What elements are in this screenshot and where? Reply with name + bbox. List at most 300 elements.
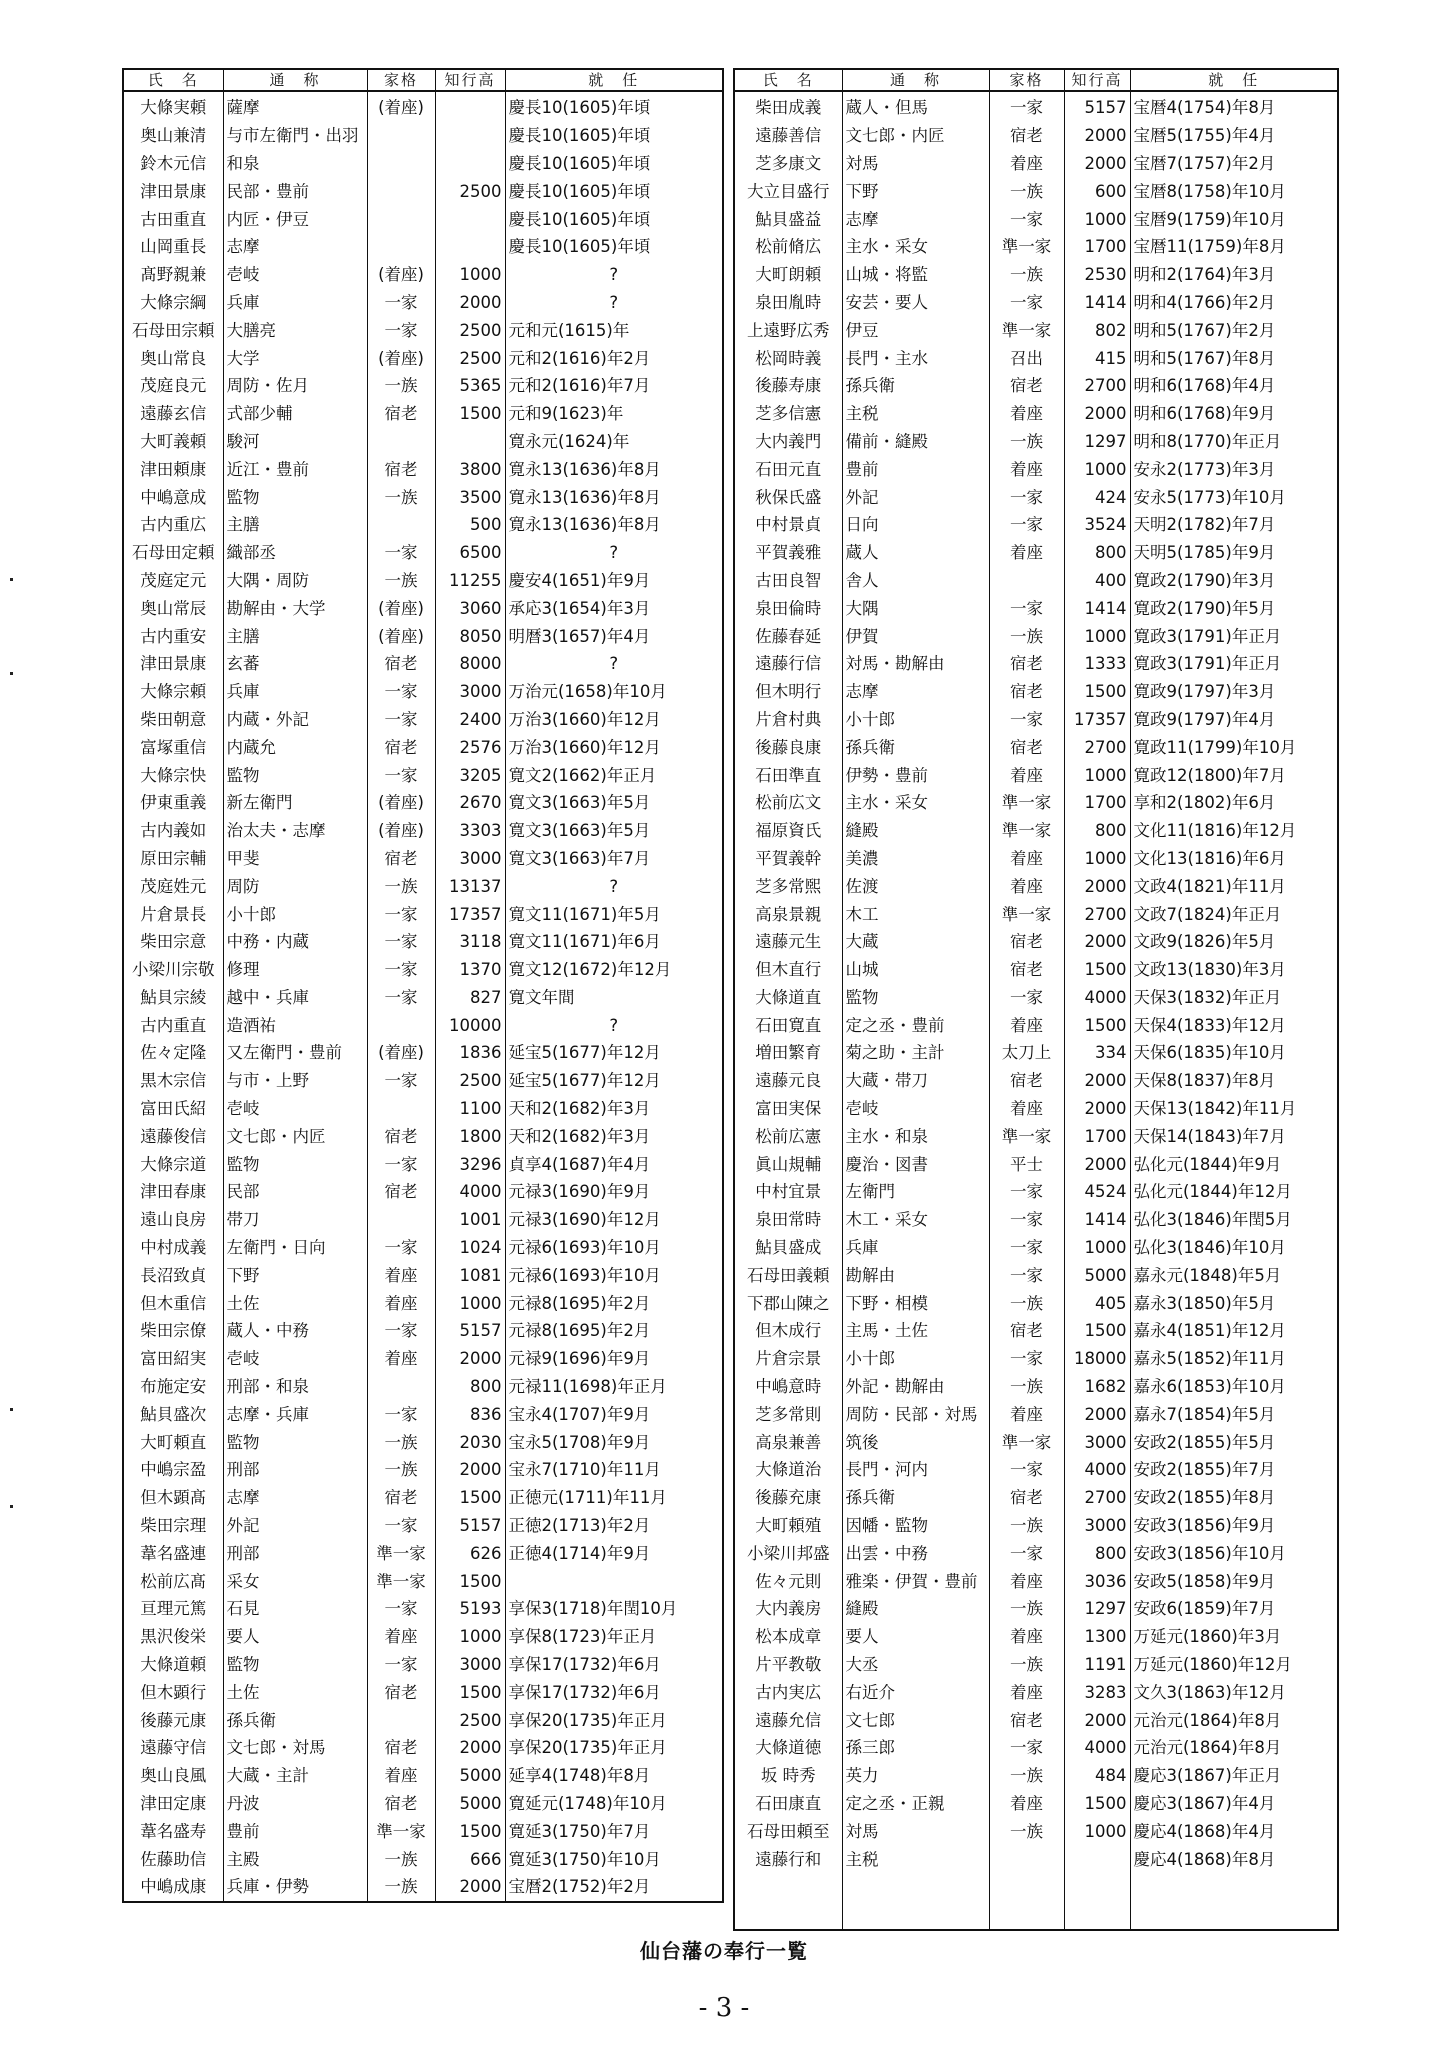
cell-name: 髙野親兼 — [123, 261, 223, 289]
cell-chigyo: 3296 — [435, 1150, 505, 1178]
table-row — [123, 1039, 723, 1067]
cell-shunin: 天和2(1682)年3月 — [505, 1122, 723, 1150]
cell-chigyo: 17357 — [1064, 706, 1130, 734]
cell-name: 坂 時秀 — [734, 1762, 842, 1790]
cell-kakaku: 宿老 — [367, 1122, 435, 1150]
cell-tsusho: 対馬・勘解由 — [842, 650, 989, 678]
cell-chigyo: 5000 — [435, 1790, 505, 1818]
cell-shunin: 享保17(1732)年6月 — [505, 1678, 723, 1706]
cell-name: 泉田倫時 — [734, 594, 842, 622]
table-row — [734, 1706, 1338, 1734]
cell-tsusho: 大膳亮 — [223, 316, 367, 344]
cell-tsusho: 慶治・図書 — [842, 1150, 989, 1178]
cell-kakaku: (着座) — [367, 1039, 435, 1067]
table-row — [123, 1122, 723, 1150]
cell-chigyo: 2670 — [435, 789, 505, 817]
cell-kakaku: 一家 — [367, 289, 435, 317]
table-row — [123, 1762, 723, 1790]
cell-name: 高泉兼善 — [734, 1428, 842, 1456]
cell-chigyo: 415 — [1064, 344, 1130, 372]
cell-name: 芝多常煕 — [734, 872, 842, 900]
cell-name: 布施定安 — [123, 1373, 223, 1401]
cell-name: 松岡時義 — [734, 344, 842, 372]
cell-tsusho: 壱岐 — [223, 261, 367, 289]
cell-shunin: 明暦3(1657)年4月 — [505, 622, 723, 650]
cell-tsusho: 蔵人 — [842, 539, 989, 567]
cell-name: 大條宗綱 — [123, 289, 223, 317]
cell-name: 但木明行 — [734, 678, 842, 706]
cell-name: 遠藤玄信 — [123, 400, 223, 428]
cell-name: 石母田義頼 — [734, 1261, 842, 1289]
cell-chigyo: 1000 — [1064, 1817, 1130, 1845]
cell-kakaku: 一家 — [989, 289, 1064, 317]
cell-kakaku: 一家 — [367, 1150, 435, 1178]
cell-kakaku: 一家 — [367, 1512, 435, 1540]
table-row — [734, 344, 1338, 372]
cell-shunin: 嘉永4(1851)年12月 — [1130, 1317, 1338, 1345]
cell-tsusho: 兵庫 — [223, 678, 367, 706]
cell-shunin: 宝暦9(1759)年10月 — [1130, 205, 1338, 233]
cell-tsusho: 兵庫 — [223, 289, 367, 317]
cell-tsusho: 要人 — [223, 1623, 367, 1651]
cell-name: 原田宗輔 — [123, 845, 223, 873]
cell-chigyo: 1370 — [435, 956, 505, 984]
cell-kakaku: 着座 — [989, 845, 1064, 873]
table-row — [734, 1428, 1338, 1456]
header-shunin: 就 任 — [505, 69, 723, 91]
cell-name: 下郡山陳之 — [734, 1289, 842, 1317]
cell-kakaku: 一族 — [989, 261, 1064, 289]
cell-tsusho: 大蔵・帯刀 — [842, 1067, 989, 1095]
table-row — [734, 1595, 1338, 1623]
cell-shunin: 元禄6(1693)年10月 — [505, 1261, 723, 1289]
cell-chigyo: 2000 — [435, 1734, 505, 1762]
table-row — [734, 1901, 1338, 1930]
cell-kakaku: 着座 — [989, 539, 1064, 567]
cell-chigyo: 5000 — [435, 1762, 505, 1790]
cell-kakaku: (着座) — [367, 91, 435, 122]
cell-chigyo: 17357 — [435, 900, 505, 928]
cell-shunin: 慶応4(1868)年4月 — [1130, 1817, 1338, 1845]
cell-name: 富田実保 — [734, 1095, 842, 1123]
cell-name: 片倉景長 — [123, 900, 223, 928]
cell-tsusho: 駿河 — [223, 428, 367, 456]
cell-chigyo: 424 — [1064, 483, 1130, 511]
cell-chigyo: 3800 — [435, 455, 505, 483]
cell-tsusho: 近江・豊前 — [223, 455, 367, 483]
table-row — [734, 1067, 1338, 1095]
table-row — [734, 1873, 1338, 1901]
header-kakaku: 家格 — [989, 69, 1064, 91]
cell-name: 奥山良風 — [123, 1762, 223, 1790]
cell-chigyo: 2000 — [1064, 1150, 1130, 1178]
cell-kakaku: 宿老 — [367, 1734, 435, 1762]
cell-tsusho: 雅楽・伊賀・豊前 — [842, 1567, 989, 1595]
table-row — [734, 567, 1338, 595]
table-row — [123, 817, 723, 845]
cell-chigyo: 1700 — [1064, 1122, 1130, 1150]
cell-name: 平賀義雅 — [734, 539, 842, 567]
cell-kakaku: 準一家 — [989, 1122, 1064, 1150]
cell-shunin: 慶長10(1605)年頃 — [505, 150, 723, 178]
cell-kakaku: 一族 — [367, 1845, 435, 1873]
cell-chigyo: 836 — [435, 1400, 505, 1428]
header-kakaku: 家格 — [367, 69, 435, 91]
cell-chigyo: 666 — [435, 1845, 505, 1873]
cell-tsusho: 刑部 — [223, 1456, 367, 1484]
cell-kakaku: 一家 — [989, 1734, 1064, 1762]
cell-chigyo: 800 — [435, 1373, 505, 1401]
cell-chigyo: 4000 — [1064, 1456, 1130, 1484]
cell-name: 茂庭良元 — [123, 372, 223, 400]
cell-chigyo: 6500 — [435, 539, 505, 567]
table-row — [123, 1734, 723, 1762]
cell-name: 奥山常辰 — [123, 594, 223, 622]
cell-chigyo — [435, 150, 505, 178]
cell-name: 遠藤元良 — [734, 1067, 842, 1095]
cell-tsusho: 大学 — [223, 344, 367, 372]
cell-kakaku: 着座 — [989, 761, 1064, 789]
cell-name: 富田紹実 — [123, 1345, 223, 1373]
cell-kakaku: 一家 — [367, 678, 435, 706]
cell-tsusho: 対馬 — [842, 1817, 989, 1845]
table-row — [734, 400, 1338, 428]
cell-shunin: 安政5(1858)年9月 — [1130, 1567, 1338, 1595]
cell-chigyo: 2700 — [1064, 733, 1130, 761]
table-row — [734, 817, 1338, 845]
cell-chigyo: 2000 — [1064, 400, 1130, 428]
cell-kakaku: 一族 — [989, 1817, 1064, 1845]
cell-kakaku: 一家 — [367, 1400, 435, 1428]
cell-kakaku: (着座) — [367, 594, 435, 622]
cell-tsusho: 織部丞 — [223, 539, 367, 567]
table-row — [123, 1428, 723, 1456]
cell-chigyo: 1001 — [435, 1206, 505, 1234]
cell-shunin: 宝永4(1707)年9月 — [505, 1400, 723, 1428]
cell-chigyo: 1000 — [1064, 455, 1130, 483]
table-row — [734, 900, 1338, 928]
cell-shunin: 寛政2(1790)年3月 — [1130, 567, 1338, 595]
table-row — [734, 650, 1338, 678]
cell-tsusho: 周防・民部・対馬 — [842, 1400, 989, 1428]
cell-chigyo — [435, 122, 505, 150]
table-row — [734, 1206, 1338, 1234]
cell-kakaku — [367, 1206, 435, 1234]
table-row — [734, 1734, 1338, 1762]
cell-kakaku: 宿老 — [989, 1317, 1064, 1345]
cell-shunin: 弘化3(1846)年閏5月 — [1130, 1206, 1338, 1234]
table-row — [123, 1512, 723, 1540]
cell-shunin: 宝暦2(1752)年2月 — [505, 1873, 723, 1902]
cell-name: 佐々定隆 — [123, 1039, 223, 1067]
cell-name: 後藤良康 — [734, 733, 842, 761]
table-row — [123, 594, 723, 622]
cell-shunin: 万延元(1860)年12月 — [1130, 1651, 1338, 1679]
cell-kakaku: 召出 — [989, 344, 1064, 372]
table-row — [734, 1039, 1338, 1067]
cell-shunin: 寛永13(1636)年8月 — [505, 511, 723, 539]
cell-shunin: 元和9(1623)年 — [505, 400, 723, 428]
cell-tsusho: 中務・内蔵 — [223, 928, 367, 956]
cell-name: 中嶋成康 — [123, 1873, 223, 1902]
cell-chigyo: 2000 — [435, 1456, 505, 1484]
cell-tsusho: 孫兵衛 — [842, 733, 989, 761]
cell-name: 山岡重長 — [123, 233, 223, 261]
cell-name: 中村成義 — [123, 1234, 223, 1262]
table-row — [734, 956, 1338, 984]
cell-name: 遠藤善信 — [734, 122, 842, 150]
cell-shunin: 寛文12(1672)年12月 — [505, 956, 723, 984]
cell-chigyo: 1000 — [435, 1289, 505, 1317]
cell-shunin: 弘化元(1844)年12月 — [1130, 1178, 1338, 1206]
cell-chigyo: 1333 — [1064, 650, 1130, 678]
cell-name: 大町義頼 — [123, 428, 223, 456]
cell-tsusho: 大丞 — [842, 1651, 989, 1679]
table-row — [123, 1206, 723, 1234]
cell-kakaku: 一家 — [989, 1234, 1064, 1262]
cell-name: 大條道直 — [734, 984, 842, 1012]
cell-tsusho: 監物 — [223, 761, 367, 789]
cell-chigyo: 1500 — [435, 1484, 505, 1512]
cell-shunin: 嘉永5(1852)年11月 — [1130, 1345, 1338, 1373]
cell-shunin: 万治3(1660)年12月 — [505, 706, 723, 734]
cell-name: 遠山良房 — [123, 1206, 223, 1234]
table-row — [734, 1651, 1338, 1679]
cell-tsusho: 越中・兵庫 — [223, 984, 367, 1012]
cell-name: 石田康直 — [734, 1790, 842, 1818]
cell-chigyo: 800 — [1064, 539, 1130, 567]
cell-tsusho: 民部 — [223, 1178, 367, 1206]
cell-kakaku: (着座) — [367, 622, 435, 650]
cell-tsusho: 薩摩 — [223, 91, 367, 122]
cell-name: 松前広文 — [734, 789, 842, 817]
cell-kakaku — [367, 177, 435, 205]
cell-kakaku: 一家 — [989, 1261, 1064, 1289]
table-row — [734, 622, 1338, 650]
table-row — [734, 1817, 1338, 1845]
cell-name: 但木顕髙 — [123, 1484, 223, 1512]
cell-tsusho: 小十郎 — [223, 900, 367, 928]
cell-kakaku: 一家 — [989, 1345, 1064, 1373]
cell-chigyo: 1682 — [1064, 1373, 1130, 1401]
cell-shunin: 天保6(1835)年10月 — [1130, 1039, 1338, 1067]
cell-tsusho: 因幡・監物 — [842, 1512, 989, 1540]
cell-shunin: ? — [505, 539, 723, 567]
cell-chigyo: 1000 — [1064, 761, 1130, 789]
table-row — [123, 344, 723, 372]
table-row — [734, 1122, 1338, 1150]
cell-shunin: 寛延元(1748)年10月 — [505, 1790, 723, 1818]
cell-chigyo: 5000 — [1064, 1261, 1130, 1289]
cell-shunin: 宝暦8(1758)年10月 — [1130, 177, 1338, 205]
cell-kakaku: 一家 — [989, 1456, 1064, 1484]
cell-chigyo: 500 — [435, 511, 505, 539]
table-row — [734, 428, 1338, 456]
cell-kakaku — [367, 233, 435, 261]
cell-kakaku: 宿老 — [989, 928, 1064, 956]
cell-kakaku: 準一家 — [989, 316, 1064, 344]
table-row — [123, 1845, 723, 1873]
table-row — [123, 539, 723, 567]
cell-kakaku: 一家 — [367, 928, 435, 956]
cell-chigyo: 2000 — [1064, 1400, 1130, 1428]
cell-kakaku: 着座 — [989, 1790, 1064, 1818]
cell-chigyo: 3500 — [435, 483, 505, 511]
cell-name: 大條宗道 — [123, 1150, 223, 1178]
cell-shunin: 元禄9(1696)年9月 — [505, 1345, 723, 1373]
cell-kakaku: 一族 — [367, 872, 435, 900]
table-row — [123, 1400, 723, 1428]
cell-chigyo: 1000 — [1064, 1234, 1130, 1262]
cell-shunin: 明和6(1768)年9月 — [1130, 400, 1338, 428]
table-row — [123, 928, 723, 956]
table-row — [123, 1345, 723, 1373]
cell-shunin: 元禄8(1695)年2月 — [505, 1289, 723, 1317]
cell-kakaku — [989, 567, 1064, 595]
cell-name: 遠藤行和 — [734, 1845, 842, 1873]
cell-name: 但木重信 — [123, 1289, 223, 1317]
cell-chigyo: 3524 — [1064, 511, 1130, 539]
cell-kakaku — [367, 1011, 435, 1039]
cell-shunin: 安政2(1855)年5月 — [1130, 1428, 1338, 1456]
cell-shunin: 寛文2(1662)年正月 — [505, 761, 723, 789]
cell-name: 遠藤守信 — [123, 1734, 223, 1762]
cell-kakaku: 一族 — [367, 1873, 435, 1902]
cell-kakaku: 一家 — [367, 900, 435, 928]
cell-tsusho: 監物 — [223, 1651, 367, 1679]
table-row — [734, 1762, 1338, 1790]
cell-chigyo: 2000 — [1064, 150, 1130, 178]
cell-kakaku: 一族 — [989, 1762, 1064, 1790]
table-row — [123, 900, 723, 928]
cell-shunin: 延享4(1748)年8月 — [505, 1762, 723, 1790]
cell-tsusho: 刑部・和泉 — [223, 1373, 367, 1401]
cell-chigyo: 10000 — [435, 1011, 505, 1039]
cell-shunin: 天保3(1832)年正月 — [1130, 984, 1338, 1012]
cell-tsusho: 豊前 — [223, 1817, 367, 1845]
cell-shunin: 寛永元(1624)年 — [505, 428, 723, 456]
cell-shunin: 元禄8(1695)年2月 — [505, 1317, 723, 1345]
scan-speck — [10, 1408, 13, 1411]
cell-kakaku: 一家 — [989, 91, 1064, 122]
cell-name: 松本成章 — [734, 1623, 842, 1651]
cell-chigyo — [1064, 1901, 1130, 1930]
cell-chigyo: 4524 — [1064, 1178, 1130, 1206]
cell-shunin: 寛政2(1790)年5月 — [1130, 594, 1338, 622]
table-row — [734, 122, 1338, 150]
cell-kakaku: 一家 — [367, 706, 435, 734]
table-row — [734, 1373, 1338, 1401]
cell-name: 鮎貝盛成 — [734, 1234, 842, 1262]
cell-chigyo: 2530 — [1064, 261, 1130, 289]
cell-tsusho: 内蔵・外記 — [223, 706, 367, 734]
cell-name: 芝多信憲 — [734, 400, 842, 428]
cell-shunin: ? — [505, 289, 723, 317]
cell-name: 古内実広 — [734, 1678, 842, 1706]
cell-name: 高泉景親 — [734, 900, 842, 928]
cell-shunin: 慶長10(1605)年頃 — [505, 122, 723, 150]
header-tsusho: 通 称 — [223, 69, 367, 91]
cell-name: 片倉村典 — [734, 706, 842, 734]
cell-kakaku: 宿老 — [989, 956, 1064, 984]
header-name: 氏 名 — [123, 69, 223, 91]
table-row — [123, 1678, 723, 1706]
table-row — [123, 678, 723, 706]
cell-shunin: 承応3(1654)年3月 — [505, 594, 723, 622]
cell-name: 古内重直 — [123, 1011, 223, 1039]
table-row — [123, 845, 723, 873]
cell-shunin: ? — [505, 261, 723, 289]
cell-tsusho: 石見 — [223, 1595, 367, 1623]
cell-shunin: 享保17(1732)年6月 — [505, 1651, 723, 1679]
cell-shunin: 慶安4(1651)年9月 — [505, 567, 723, 595]
cell-name: 遠藤元生 — [734, 928, 842, 956]
cell-name: 茂庭定元 — [123, 567, 223, 595]
cell-shunin: 寛永13(1636)年8月 — [505, 483, 723, 511]
table-row — [734, 1289, 1338, 1317]
cell-shunin: 宝永7(1710)年11月 — [505, 1456, 723, 1484]
cell-tsusho: 孫兵衛 — [223, 1706, 367, 1734]
cell-name: 大町頼直 — [123, 1428, 223, 1456]
cell-kakaku: 着座 — [989, 1623, 1064, 1651]
cell-tsusho: 菊之助・主計 — [842, 1039, 989, 1067]
cell-kakaku: 一家 — [367, 539, 435, 567]
table-row — [734, 1845, 1338, 1873]
cell-name: 佐藤春延 — [734, 622, 842, 650]
cell-shunin: 寛政9(1797)年3月 — [1130, 678, 1338, 706]
cell-shunin: 元禄11(1698)年正月 — [505, 1373, 723, 1401]
table-row — [734, 316, 1338, 344]
cell-shunin: 享保20(1735)年正月 — [505, 1706, 723, 1734]
cell-chigyo: 1000 — [435, 261, 505, 289]
cell-kakaku: 宿老 — [367, 400, 435, 428]
cell-chigyo: 1300 — [1064, 1623, 1130, 1651]
cell-tsusho: 木工・采女 — [842, 1206, 989, 1234]
cell-tsusho: 土佐 — [223, 1289, 367, 1317]
cell-name: 平賀義幹 — [734, 845, 842, 873]
cell-shunin: 天和2(1682)年3月 — [505, 1095, 723, 1123]
table-row — [123, 733, 723, 761]
table-row — [734, 733, 1338, 761]
cell-chigyo: 1000 — [435, 1623, 505, 1651]
cell-name: 石田元直 — [734, 455, 842, 483]
cell-name: 葦名盛寿 — [123, 1817, 223, 1845]
cell-kakaku — [367, 122, 435, 150]
cell-name: 柴田宗意 — [123, 928, 223, 956]
cell-tsusho: 志摩・兵庫 — [223, 1400, 367, 1428]
cell-name: 石田寛直 — [734, 1011, 842, 1039]
cell-shunin: 安政3(1856)年10月 — [1130, 1539, 1338, 1567]
cell-tsusho: 対馬 — [842, 150, 989, 178]
cell-chigyo: 11255 — [435, 567, 505, 595]
cell-name: 津田春康 — [123, 1178, 223, 1206]
cell-kakaku — [367, 1373, 435, 1401]
cell-name: 大立目盛行 — [734, 177, 842, 205]
cell-chigyo: 1500 — [435, 1817, 505, 1845]
cell-tsusho: 内蔵允 — [223, 733, 367, 761]
cell-kakaku: 一族 — [989, 622, 1064, 650]
cell-shunin: 宝永5(1708)年9月 — [505, 1428, 723, 1456]
cell-chigyo: 1000 — [1064, 845, 1130, 873]
cell-shunin: 寛永13(1636)年8月 — [505, 455, 723, 483]
cell-chigyo: 2700 — [1064, 1484, 1130, 1512]
cell-chigyo: 4000 — [435, 1178, 505, 1206]
cell-tsusho: 内匠・伊豆 — [223, 205, 367, 233]
cell-chigyo: 13137 — [435, 872, 505, 900]
cell-chigyo: 2500 — [435, 177, 505, 205]
cell-kakaku — [989, 1845, 1064, 1873]
cell-name: 後藤充康 — [734, 1484, 842, 1512]
